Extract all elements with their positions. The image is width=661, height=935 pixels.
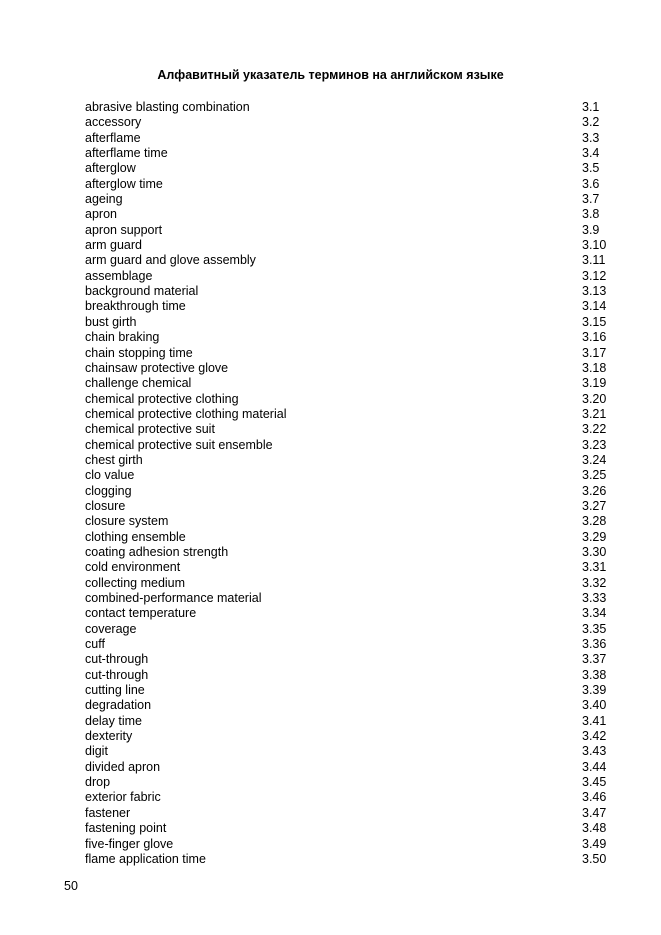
index-reference: 3.29: [582, 529, 607, 544]
index-term: flame application time: [85, 851, 206, 866]
index-reference: 3.37: [582, 652, 607, 667]
index-entry: [85, 407, 610, 422]
index-reference: 3.30: [582, 544, 607, 559]
index-entry: [85, 698, 610, 713]
index-term: background material: [85, 284, 199, 299]
index-entry: [85, 760, 610, 775]
index-term: coverage: [85, 621, 137, 636]
index-term: closure: [85, 498, 126, 513]
index-term: cut-through: [85, 667, 149, 682]
index-term: apron support: [85, 222, 163, 237]
index-reference: 3.38: [582, 667, 607, 682]
index-term: contact temperature: [85, 606, 197, 621]
index-reference: 3.33: [582, 591, 607, 605]
index-entry: [85, 806, 610, 821]
index-reference: 3.7: [582, 192, 600, 207]
index-term: cut-through: [85, 652, 149, 667]
index-entry: [85, 591, 610, 606]
index-term: bust girth: [85, 314, 137, 329]
index-reference: 3.48: [582, 821, 607, 836]
index-term: arm guard: [85, 238, 142, 253]
index-reference: 3.39: [582, 683, 607, 698]
index-reference: 3.14: [582, 299, 607, 314]
index-reference: 3.20: [582, 391, 607, 406]
index-term: cuff: [85, 637, 105, 652]
index-entry: [85, 115, 610, 130]
index-term: chain stopping time: [85, 345, 193, 360]
index-entry: [85, 207, 610, 222]
index-reference: 3.21: [582, 406, 607, 421]
index-reference: 3.31: [582, 560, 607, 575]
index-entry: [85, 484, 610, 499]
index-entry: [85, 622, 610, 637]
index-reference: 3.25: [582, 468, 607, 483]
index-term: degradation: [85, 698, 152, 713]
index-term: drop: [85, 775, 111, 790]
index-term: chainsaw protective glove: [85, 360, 229, 375]
index-reference: 3.34: [582, 606, 607, 621]
index-reference: 3.9: [582, 222, 600, 237]
index-entry: [85, 131, 610, 146]
index-term: collecting medium: [85, 575, 186, 590]
index-term: ageing: [85, 192, 123, 207]
index-entry: [85, 253, 610, 268]
index-reference: 3.23: [582, 437, 607, 452]
index-reference: 3.12: [582, 268, 607, 283]
index-reference: 3.35: [582, 621, 607, 636]
index-entry: [85, 299, 610, 314]
index-entry: [85, 468, 610, 483]
index-term: afterglow: [85, 161, 136, 176]
page-number: 50: [64, 879, 78, 893]
index-entry: [85, 192, 610, 207]
index-reference: 3.47: [582, 805, 607, 820]
index-reference: 3.15: [582, 314, 607, 329]
index-reference: 3.50: [582, 851, 607, 866]
index-term: coating adhesion strength: [85, 544, 229, 559]
index-reference: 3.3: [582, 130, 600, 145]
index-entry: [85, 177, 610, 192]
index-reference: 3.43: [582, 744, 607, 759]
index-entry: [85, 146, 610, 161]
index-entry: [85, 361, 610, 376]
term-index-list: [85, 100, 610, 867]
index-reference: 3.41: [582, 713, 607, 728]
index-entry: [85, 238, 610, 253]
index-reference: 3.8: [582, 207, 600, 222]
index-term: abrasive blasting combination: [85, 100, 250, 114]
index-reference: 3.44: [582, 759, 607, 774]
index-term: chemical protective clothing: [85, 391, 239, 406]
index-reference: 3.2: [582, 115, 600, 130]
index-entry: [85, 530, 610, 545]
index-reference: 3.18: [582, 360, 607, 375]
index-reference: 3.26: [582, 483, 607, 498]
page-title: Алфавитный указатель терминов на английском языке: [157, 68, 504, 82]
index-term: five-finger glove: [85, 836, 174, 851]
index-term: apron: [85, 207, 117, 222]
index-entry: [85, 790, 610, 805]
index-reference: 3.46: [582, 790, 607, 805]
index-term: clo value: [85, 468, 135, 483]
index-entry: [85, 453, 610, 468]
index-reference: 3.1: [582, 100, 600, 114]
index-reference: 3.13: [582, 284, 607, 299]
index-entry: [85, 422, 610, 437]
index-term: accessory: [85, 115, 142, 130]
index-entry: [85, 821, 610, 836]
index-entry: [85, 284, 610, 299]
index-term: chemical protective suit ensemble: [85, 437, 273, 452]
index-entry: [85, 744, 610, 759]
index-reference: 3.10: [582, 238, 607, 253]
index-term: challenge chemical: [85, 376, 192, 391]
index-reference: 3.45: [582, 775, 607, 790]
index-term: afterglow time: [85, 176, 163, 191]
index-entry: [85, 606, 610, 621]
index-entry: [85, 346, 610, 361]
index-term: clothing ensemble: [85, 529, 186, 544]
index-entry: [85, 683, 610, 698]
index-entry: [85, 576, 610, 591]
index-reference: 3.49: [582, 836, 607, 851]
index-reference: 3.6: [582, 176, 600, 191]
index-entry: [85, 545, 610, 560]
index-term: chain braking: [85, 330, 160, 345]
index-entry: [85, 100, 610, 115]
index-entry: [85, 330, 610, 345]
index-reference: 3.24: [582, 452, 607, 467]
index-entry: [85, 668, 610, 683]
index-term: afterflame: [85, 130, 141, 145]
index-term: divided apron: [85, 759, 161, 774]
index-term: combined-performance material: [85, 591, 262, 605]
index-term: fastener: [85, 805, 131, 820]
index-term: closure system: [85, 514, 169, 529]
index-entry: [85, 729, 610, 744]
index-reference: 3.36: [582, 637, 607, 652]
index-entry: [85, 438, 610, 453]
index-term: chemical protective clothing material: [85, 406, 287, 421]
index-term: chest girth: [85, 452, 143, 467]
index-entry: [85, 852, 610, 867]
index-entry: [85, 269, 610, 284]
index-entry: [85, 714, 610, 729]
index-term: exterior fabric: [85, 790, 161, 805]
index-reference: 3.42: [582, 729, 607, 744]
index-entry: [85, 499, 610, 514]
index-term: chemical protective suit: [85, 422, 215, 437]
index-entry: [85, 514, 610, 529]
index-entry: [85, 392, 610, 407]
index-entry: [85, 376, 610, 391]
index-reference: 3.17: [582, 345, 607, 360]
index-reference: 3.40: [582, 698, 607, 713]
index-reference: 3.11: [582, 253, 606, 268]
index-reference: 3.16: [582, 330, 607, 345]
index-term: assemblage: [85, 268, 153, 283]
index-reference: 3.5: [582, 161, 600, 176]
index-entry: [85, 652, 610, 667]
index-reference: 3.32: [582, 575, 607, 590]
index-term: arm guard and glove assembly: [85, 253, 256, 268]
index-term: afterflame time: [85, 146, 168, 161]
index-term: dexterity: [85, 729, 133, 744]
index-reference: 3.22: [582, 422, 607, 437]
index-term: fastening point: [85, 821, 167, 836]
index-reference: 3.19: [582, 376, 607, 391]
index-entry: [85, 560, 610, 575]
index-term: breakthrough time: [85, 299, 186, 314]
index-reference: 3.27: [582, 498, 607, 513]
index-entry: [85, 223, 610, 238]
index-entry: [85, 637, 610, 652]
index-entry: [85, 315, 610, 330]
index-term: digit: [85, 744, 108, 759]
index-reference: 3.4: [582, 146, 600, 161]
index-entry: [85, 837, 610, 852]
index-reference: 3.28: [582, 514, 607, 529]
index-term: cutting line: [85, 683, 145, 698]
index-entry: [85, 775, 610, 790]
index-entry: [85, 161, 610, 176]
index-term: clogging: [85, 483, 132, 498]
index-term: delay time: [85, 713, 142, 728]
index-term: cold environment: [85, 560, 181, 575]
